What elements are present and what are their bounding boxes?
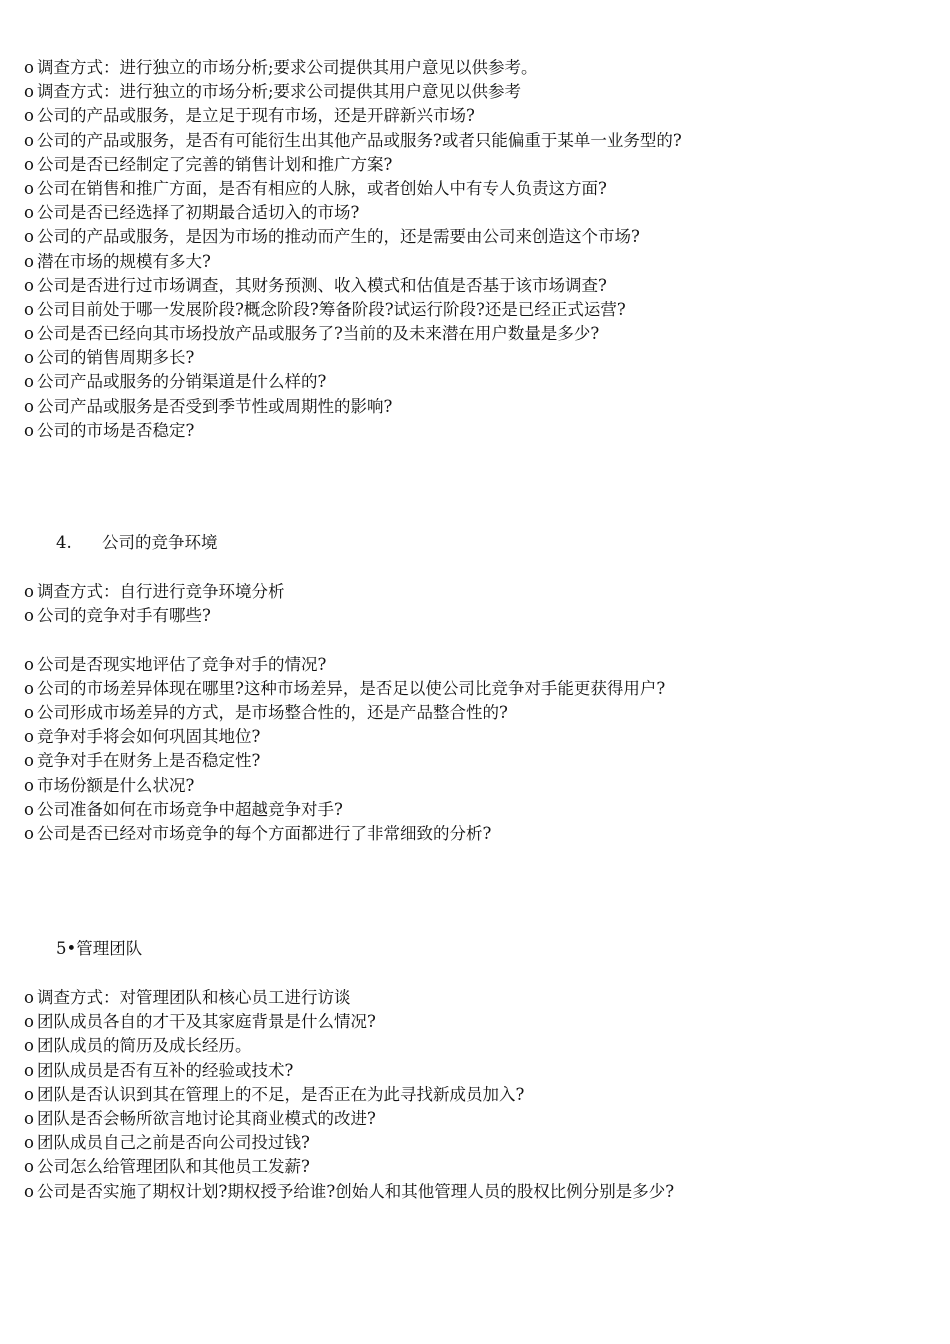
list-item: o 公司是否已经对市场竞争的每个方面都进行了非常细致的分析? [24, 822, 924, 846]
bullet-icon: o [24, 324, 34, 344]
list-item: o 竞争对手将会如何巩固其地位? [24, 725, 924, 749]
bullet-icon: o [24, 251, 34, 271]
bullet-icon: o [24, 1036, 34, 1056]
bullet-icon: o [24, 420, 34, 440]
management-question-list [24, 986, 924, 1204]
list-item: o 调查方式：进行独立的市场分析;要求公司提供其用户意见以供参考。 [24, 56, 924, 80]
section-title: 5•管理团队 [56, 939, 143, 958]
list-item: o 团队成员的简历及成长经历。 [24, 1034, 924, 1058]
bullet-icon: o [24, 1133, 34, 1153]
list-item: o 公司产品或服务是否受到季节性或周期性的影响? [24, 395, 924, 419]
list-item: o 团队是否会畅所欲言地讨论其商业模式的改进? [24, 1107, 924, 1131]
list-item: o 公司是否实施了期权计划?期权授予给谁?创始人和其他管理人员的股权比例分别是多少? [24, 1180, 924, 1204]
list-item: o 潜在市场的规模有多大? [24, 250, 924, 274]
bullet-icon: o [24, 178, 34, 198]
bullet-icon: o [24, 275, 34, 295]
list-item: o 调查方式：进行独立的市场分析;要求公司提供其用户意见以供参考 [24, 80, 924, 104]
section-number: 4. [56, 533, 72, 552]
bullet-icon: o [24, 372, 34, 392]
bullet-icon: o [24, 823, 34, 843]
list-item: o 公司的销售周期多长? [24, 346, 924, 370]
bullet-icon: o [24, 348, 34, 368]
bullet-icon: o [24, 1012, 34, 1032]
bullet-icon: o [24, 130, 34, 150]
list-item: o 公司的产品或服务，是因为市场的推动而产生的，还是需要由公司来创造这个市场? [24, 225, 924, 249]
bullet-icon: o [24, 82, 34, 102]
list-item: o 公司的竞争对手有哪些? [24, 604, 924, 628]
list-item: o 调查方式：自行进行竞争环境分析 [24, 580, 924, 604]
bullet-icon: o [24, 106, 34, 126]
bullet-icon: o [24, 775, 34, 795]
list-item: o 团队是否认识到其在管理上的不足，是否正在为此寻找新成员加入? [24, 1083, 924, 1107]
list-item: o 公司的产品或服务，是立足于现有市场，还是开辟新兴市场? [24, 104, 924, 128]
list-item: o 团队成员是否有互补的经验或技术? [24, 1059, 924, 1083]
bullet-icon: o [24, 654, 34, 674]
list-item: o 竞争对手在财务上是否稳定性? [24, 749, 924, 773]
bullet-icon: o [24, 58, 34, 77]
list-item: o 公司是否已经选择了初期最合适切入的市场? [24, 201, 924, 225]
bullet-icon: o [24, 1060, 34, 1080]
bullet-icon: o [24, 702, 34, 722]
list-item: o 公司怎么给管理团队和其他员工发薪? [24, 1155, 924, 1179]
list-item: o 公司是否现实地评估了竞争对手的情况? [24, 653, 924, 677]
list-item: o 市场份额是什么状况? [24, 774, 924, 798]
bullet-icon: o [24, 799, 34, 819]
list-item: o 公司是否已经制定了完善的销售计划和推广方案? [24, 153, 924, 177]
bullet-icon: o [24, 1084, 34, 1104]
competition-question-list [24, 580, 924, 846]
section-heading-management [56, 937, 142, 961]
list-item: o 公司产品或服务的分销渠道是什么样的? [24, 370, 924, 394]
list-item: o 公司的市场是否稳定? [24, 419, 924, 443]
list-item: o 调查方式：对管理团队和核心员工进行访谈 [24, 986, 924, 1010]
bullet-icon: o [24, 1157, 34, 1177]
list-item: o 公司准备如何在市场竞争中超越竞争对手? [24, 798, 924, 822]
bullet-icon: o [24, 606, 34, 626]
list-item: o 公司是否进行过市场调查，其财务预测、收入模式和估值是否基于该市场调查? [24, 274, 924, 298]
bullet-icon: o [24, 203, 34, 223]
list-item: o 团队成员各自的才干及其家庭背景是什么情况? [24, 1010, 924, 1034]
section-title: 公司的竞争环境 [102, 533, 218, 552]
bullet-icon: o [24, 988, 34, 1007]
spacer [24, 628, 924, 652]
bullet-icon: o [24, 396, 34, 416]
bullet-icon: o [24, 1108, 34, 1128]
bullet-icon: o [24, 299, 34, 319]
list-item: o 公司形成市场差异的方式，是市场整合性的，还是产品整合性的? [24, 701, 924, 725]
market-question-list [24, 56, 924, 443]
bullet-icon: o [24, 678, 34, 698]
bullet-icon: o [24, 582, 34, 601]
bullet-icon: o [24, 154, 34, 174]
list-item: o 团队成员自己之前是否向公司投过钱? [24, 1131, 924, 1155]
bullet-icon: o [24, 1181, 34, 1201]
bullet-icon: o [24, 751, 34, 771]
bullet-icon: o [24, 727, 34, 747]
section-heading-competition [56, 531, 218, 555]
list-item: o 公司是否已经向其市场投放产品或服务了?当前的及未来潜在用户数量是多少? [24, 322, 924, 346]
list-item: o 公司目前处于哪一发展阶段?概念阶段?筹备阶段?试运行阶段?还是已经正式运营? [24, 298, 924, 322]
list-item: o 公司的产品或服务，是否有可能衍生出其他产品或服务?或者只能偏重于某单一业务型的? [24, 129, 924, 153]
list-item: o 公司的市场差异体现在哪里?这种市场差异，是否足以使公司比竞争对手能更获得用户? [24, 677, 924, 701]
bullet-icon: o [24, 227, 34, 247]
list-item: o 公司在销售和推广方面，是否有相应的人脉，或者创始人中有专人负责这方面? [24, 177, 924, 201]
